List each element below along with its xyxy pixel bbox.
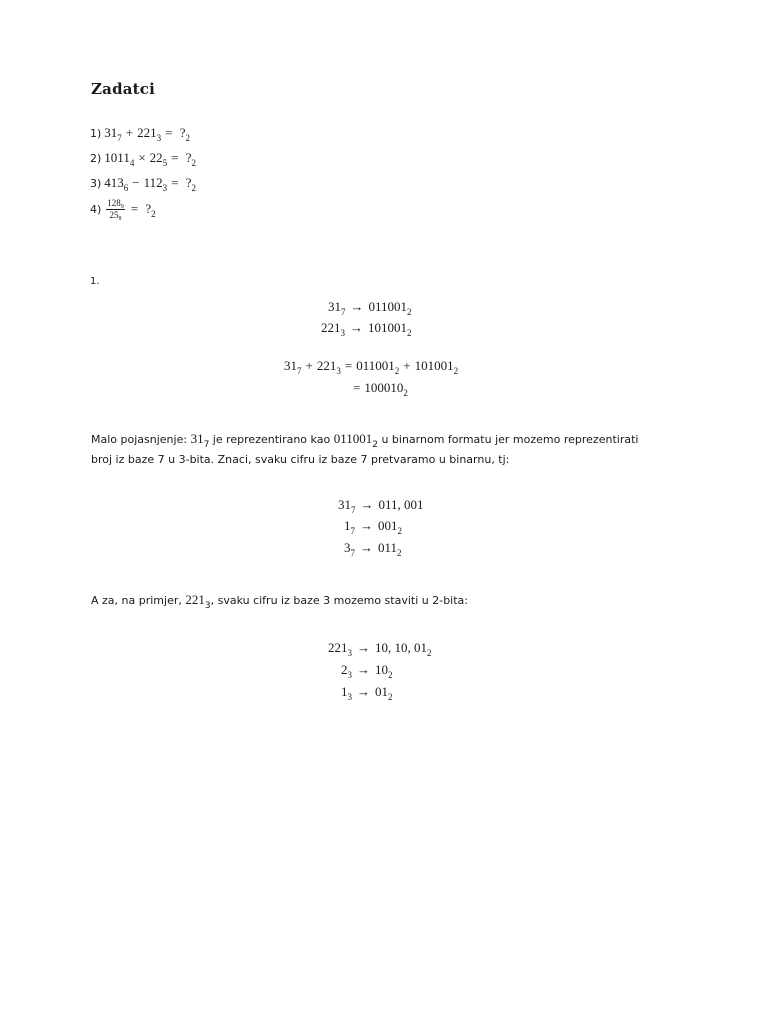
conversion-row <box>328 640 432 656</box>
rhs: 101001 <box>414 358 454 373</box>
operator: − <box>132 175 140 190</box>
equals-sign: = <box>344 358 353 373</box>
sum-result-row <box>353 380 408 396</box>
base-subscript: 6 <box>123 183 129 193</box>
inline-math: 011001 <box>333 431 373 446</box>
operator: + <box>305 358 313 373</box>
rhs: 001 <box>378 518 398 533</box>
arrow-icon: → <box>357 640 370 655</box>
operand: 112 <box>143 175 163 190</box>
arrow-icon: → <box>357 684 370 699</box>
conversion-row <box>344 540 402 556</box>
rhs: 10, 10, 01 <box>375 640 427 655</box>
base-subscript: 2 <box>397 548 402 558</box>
base-subscript: 2 <box>453 366 459 376</box>
equals-sign: = <box>130 201 139 216</box>
base-subscript: 7 <box>203 440 210 450</box>
base-subscript: 3 <box>336 366 341 376</box>
lhs: 1 <box>341 684 348 699</box>
base-subscript: 7 <box>341 307 346 317</box>
inline-math: 31 <box>190 431 204 446</box>
base-subscript: 2 <box>403 388 408 398</box>
base-subscript: 2 <box>372 440 378 450</box>
base-subscript: 2 <box>191 183 197 193</box>
task-number: 1) <box>90 127 102 140</box>
equals-sign: = <box>171 175 179 190</box>
lhs: 3 <box>344 540 351 555</box>
base-subscript: 2 <box>397 526 402 536</box>
unknown: ? <box>185 150 192 165</box>
conversion-row <box>338 497 424 513</box>
rhs: 011001 <box>368 299 408 314</box>
equals-sign: = <box>165 125 173 140</box>
lhs: 221 <box>316 358 337 373</box>
base-subscript: 9 <box>120 204 124 210</box>
text: je reprezentirano kao <box>209 433 334 446</box>
operand: 31 <box>104 125 118 140</box>
unknown: ? <box>185 175 192 190</box>
base-subscript: 2 <box>151 209 156 219</box>
base-subscript: 2 <box>191 158 197 168</box>
task-number: 2) <box>90 152 102 165</box>
task-3 <box>90 176 196 191</box>
base-subscript: 2 <box>407 307 412 317</box>
arrow-icon: → <box>357 662 370 677</box>
result: 100010 <box>364 380 404 395</box>
task-1 <box>90 126 190 141</box>
unknown: ? <box>145 201 152 216</box>
operand: 1011 <box>104 150 130 165</box>
base-subscript: 3 <box>347 648 352 658</box>
arrow-icon: → <box>350 299 364 314</box>
base-subscript: 2 <box>388 692 393 702</box>
rhs: 011001 <box>356 358 395 373</box>
base-subscript: 2 <box>185 133 191 143</box>
explanation-paragraph <box>91 590 681 611</box>
lhs: 31 <box>284 358 297 373</box>
inline-math: 221 <box>185 592 205 607</box>
lhs: 2 <box>341 662 348 677</box>
arrow-icon: → <box>360 540 373 555</box>
rhs: 011, 001 <box>378 497 424 512</box>
operator: + <box>125 125 134 140</box>
lhs: 31 <box>328 299 341 314</box>
arrow-icon: → <box>350 320 363 335</box>
base-subscript: 3 <box>162 183 168 193</box>
operand: 22 <box>149 150 163 165</box>
text: broj iz baze 7 u 3-bita. Znaci, svaku cifru iz baze 7 pretvaramo u binarnu, tj: <box>91 453 510 466</box>
lhs: 31 <box>338 497 351 512</box>
lhs: 221 <box>321 320 341 335</box>
base-subscript: 3 <box>204 601 211 611</box>
arrow-icon: → <box>360 497 374 512</box>
denominator-value: 25 <box>109 210 119 220</box>
base-subscript: 3 <box>347 670 352 680</box>
base-subscript: 3 <box>156 133 162 143</box>
base-subscript: 2 <box>388 670 393 680</box>
text: u binarnom formatu jer mozemo reprezentirati <box>377 433 639 446</box>
equals-sign: = <box>353 380 361 395</box>
rhs: 01 <box>375 684 388 699</box>
rhs: 101001 <box>368 320 407 335</box>
operand: 221 <box>137 125 157 140</box>
base-subscript: 7 <box>117 133 122 143</box>
task-number: 3) <box>90 177 102 190</box>
base-subscript: 7 <box>350 526 355 536</box>
base-subscript: 4 <box>129 158 135 168</box>
equals-sign: = <box>171 150 179 165</box>
operator: + <box>403 358 411 373</box>
conversion-row <box>341 662 393 678</box>
task-2 <box>90 151 196 166</box>
explanation-paragraph <box>91 429 681 470</box>
lhs: 221 <box>328 640 348 655</box>
base-subscript: 7 <box>351 505 356 515</box>
base-subscript: 7 <box>350 548 355 558</box>
lhs: 1 <box>344 518 351 533</box>
section-label: 1. <box>90 276 100 287</box>
numerator <box>106 199 125 210</box>
operand: 413 <box>104 175 124 190</box>
conversion-row <box>321 320 412 336</box>
base-subscript: 2 <box>407 328 412 338</box>
denominator <box>106 210 125 220</box>
rhs: 011 <box>378 540 398 555</box>
task-4 <box>90 199 156 220</box>
task-number: 4) <box>90 203 102 216</box>
rhs: 10 <box>375 662 388 677</box>
arrow-icon: → <box>360 518 373 533</box>
sum-row <box>284 358 458 374</box>
text: A za, na primjer, <box>91 594 186 607</box>
base-subscript: 2 <box>394 366 400 376</box>
conversion-row <box>344 518 402 534</box>
base-subscript: 3 <box>340 328 345 338</box>
numerator-value: 128 <box>107 198 121 208</box>
conversion-row <box>341 684 393 700</box>
base-subscript: 7 <box>297 366 302 376</box>
unknown: ? <box>179 125 186 140</box>
page-title: Zadatci <box>91 80 156 98</box>
base-subscript: 5 <box>162 158 168 168</box>
fraction <box>106 199 125 220</box>
operator: × <box>138 150 146 165</box>
base-subscript: 2 <box>427 648 432 658</box>
text: Malo pojasnjenje: <box>91 433 191 446</box>
text: , svaku cifru iz baze 3 mozemo staviti u 2-bita: <box>210 594 468 607</box>
base-subscript: 8 <box>118 216 122 222</box>
conversion-row <box>328 299 412 315</box>
base-subscript: 3 <box>347 692 352 702</box>
